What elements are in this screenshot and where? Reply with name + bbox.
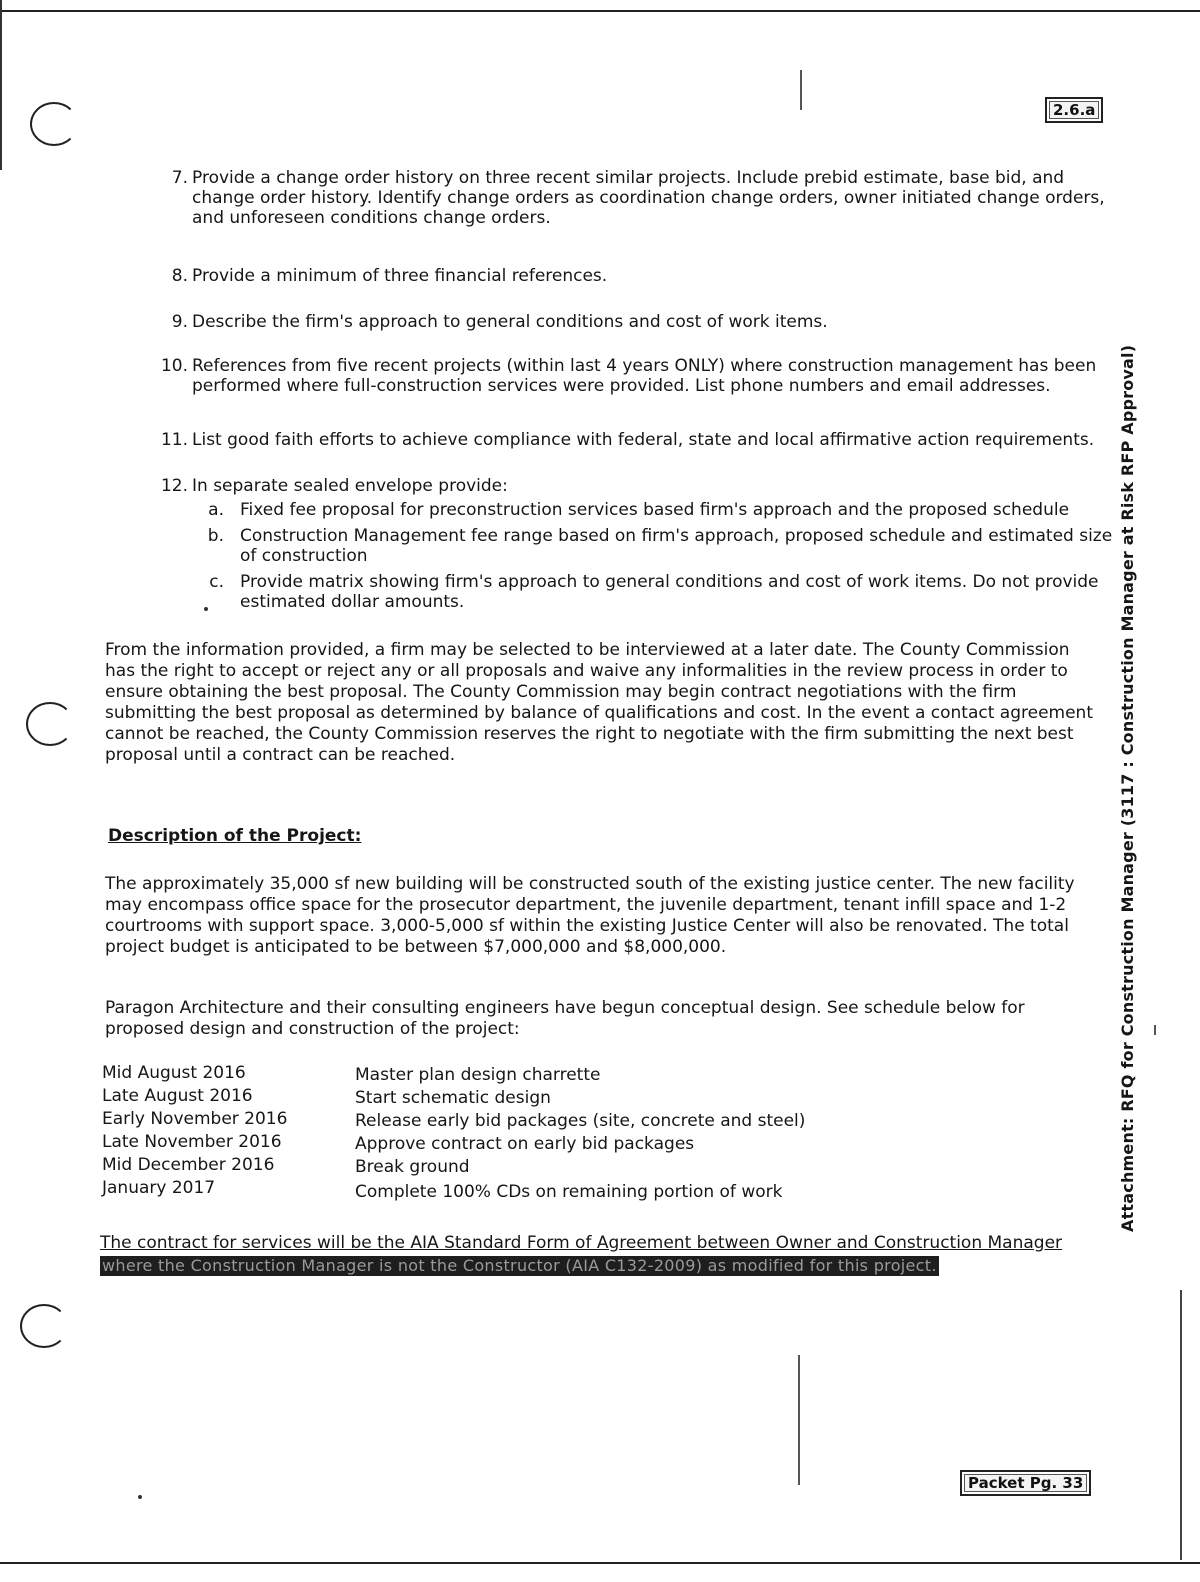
item-number: 11.: [160, 430, 188, 450]
scan-mark: [1154, 1025, 1156, 1035]
item-number: 7.: [171, 168, 188, 188]
attachment-side-note: Attachment: RFQ for Construction Manager (3117 : Construction Manager at Risk RFP Approval): [1118, 344, 1137, 1232]
highlighted-contract-line: where the Construction Manager is not the Constructor (AIA C132-2009) as modified for this project.: [102, 1256, 937, 1275]
sub-item-text: Provide matrix showing firm's approach to general conditions and cost of work items. Do not provide estimated dollar amounts.: [240, 572, 1099, 612]
agenda-item-badge: 2.6.a: [1045, 97, 1103, 123]
item-text: Describe the firm's approach to general conditions and cost of work items.: [192, 312, 828, 332]
scan-mark: [800, 70, 802, 110]
schedule-date: Early November 2016: [102, 1109, 288, 1129]
punch-hole-top: [30, 102, 78, 146]
list-item: [160, 476, 1120, 496]
item-text: List good faith efforts to achieve compliance with federal, state and local affirmative action requirements.: [192, 430, 1095, 450]
schedule-date: January 2017: [102, 1178, 216, 1198]
schedule-task: Master plan design charrette: [355, 1065, 601, 1085]
schedule-date: Mid December 2016: [102, 1155, 275, 1175]
sub-list-item: [200, 526, 1120, 566]
project-paragraph: The approximately 35,000 sf new building will be constructed south of the existing justice center. The new facility may encompass office space for the prosecutor department, the juvenile department, tenant infill space and 1-2 courtrooms with support space. 3,000-5,000 sf within the existing Justice Center will also be renovated. The total project budget is anticipated to be between $7,000,000 and $8,000,000.: [105, 874, 1075, 957]
item-text: In separate sealed envelope provide:: [192, 476, 508, 496]
selection-paragraph: From the information provided, a firm may be selected to be interviewed at a later date. The County Commission has the right to accept or reject any or all proposals and waive any informalities in the review process in order to ensure obtaining the best proposal. The County Commission may begin contract negotiations with the firm submitting the best proposal as determined by balance of qualifications and cost. In the event a contact agreement cannot be reached, the County Commission reserves the right to negotiate with the firm submitting the next best proposal until a contract can be reached.: [105, 640, 1093, 765]
schedule-intro: Paragon Architecture and their consulting engineers have begun conceptual design. See schedule below for proposed design and construction of the project:: [105, 998, 1025, 1039]
schedule-task: Complete 100% CDs on remaining portion of work: [355, 1182, 783, 1202]
schedule-task: Release early bid packages (site, concrete and steel): [355, 1111, 806, 1131]
right-scan-edge: [1180, 1290, 1182, 1560]
schedule-task: Break ground: [355, 1157, 470, 1177]
schedule-task: Approve contract on early bid packages: [355, 1134, 695, 1154]
item-text: References from five recent projects (within last 4 years ONLY) where construction management has been performed where full-construction services were provided. List phone numbers and email addresses.: [192, 356, 1097, 396]
sub-item-text: Fixed fee proposal for preconstruction services based firm's approach and the proposed schedule: [240, 500, 1070, 520]
list-item: [160, 430, 1120, 450]
sub-item-letter: c.: [209, 572, 224, 592]
contract-statement: [100, 1232, 1100, 1277]
contract-line: The contract for services will be the AIA Standard Form of Agreement between Owner and Construction Manager: [100, 1233, 1063, 1253]
bottom-scan-border: [0, 1562, 1200, 1564]
schedule-date: Late August 2016: [102, 1086, 253, 1106]
item-number: 10.: [160, 356, 188, 376]
sub-item-letter: b.: [207, 526, 224, 546]
scan-dot: [138, 1495, 142, 1499]
scan-mark: [798, 1355, 800, 1485]
list-item: [160, 312, 1120, 332]
punch-hole-bottom: [20, 1304, 68, 1348]
project-heading: Description of the Project:: [108, 826, 362, 846]
item-number: 9.: [171, 312, 188, 332]
list-item: [160, 168, 1120, 228]
item-number: 8.: [171, 266, 188, 286]
item-text: Provide a change order history on three recent similar projects. Include prebid estimate, base bid, and change order history. Identify change orders as coordination change orders, owner initiated change orders, and unforeseen conditions change orders.: [192, 168, 1105, 228]
punch-hole-middle: [26, 702, 74, 746]
schedule-task: Start schematic design: [355, 1088, 551, 1108]
left-scan-edge: [0, 0, 2, 170]
sub-item-text: Construction Management fee range based on firm's approach, proposed schedule and estimated size of construction: [240, 526, 1113, 566]
item-number: 12.: [160, 476, 188, 496]
schedule-date: Mid August 2016: [102, 1063, 246, 1083]
packet-page-badge: Packet Pg. 33: [960, 1470, 1091, 1496]
list-item: [160, 356, 1120, 396]
item-text: Provide a minimum of three financial references.: [192, 266, 608, 286]
sub-list-item: [200, 572, 1120, 612]
sub-list-item: [200, 500, 1120, 520]
list-item: [160, 266, 1120, 286]
sub-item-letter: a.: [208, 500, 224, 520]
top-scan-border: [0, 10, 1200, 12]
schedule-date: Late November 2016: [102, 1132, 282, 1152]
